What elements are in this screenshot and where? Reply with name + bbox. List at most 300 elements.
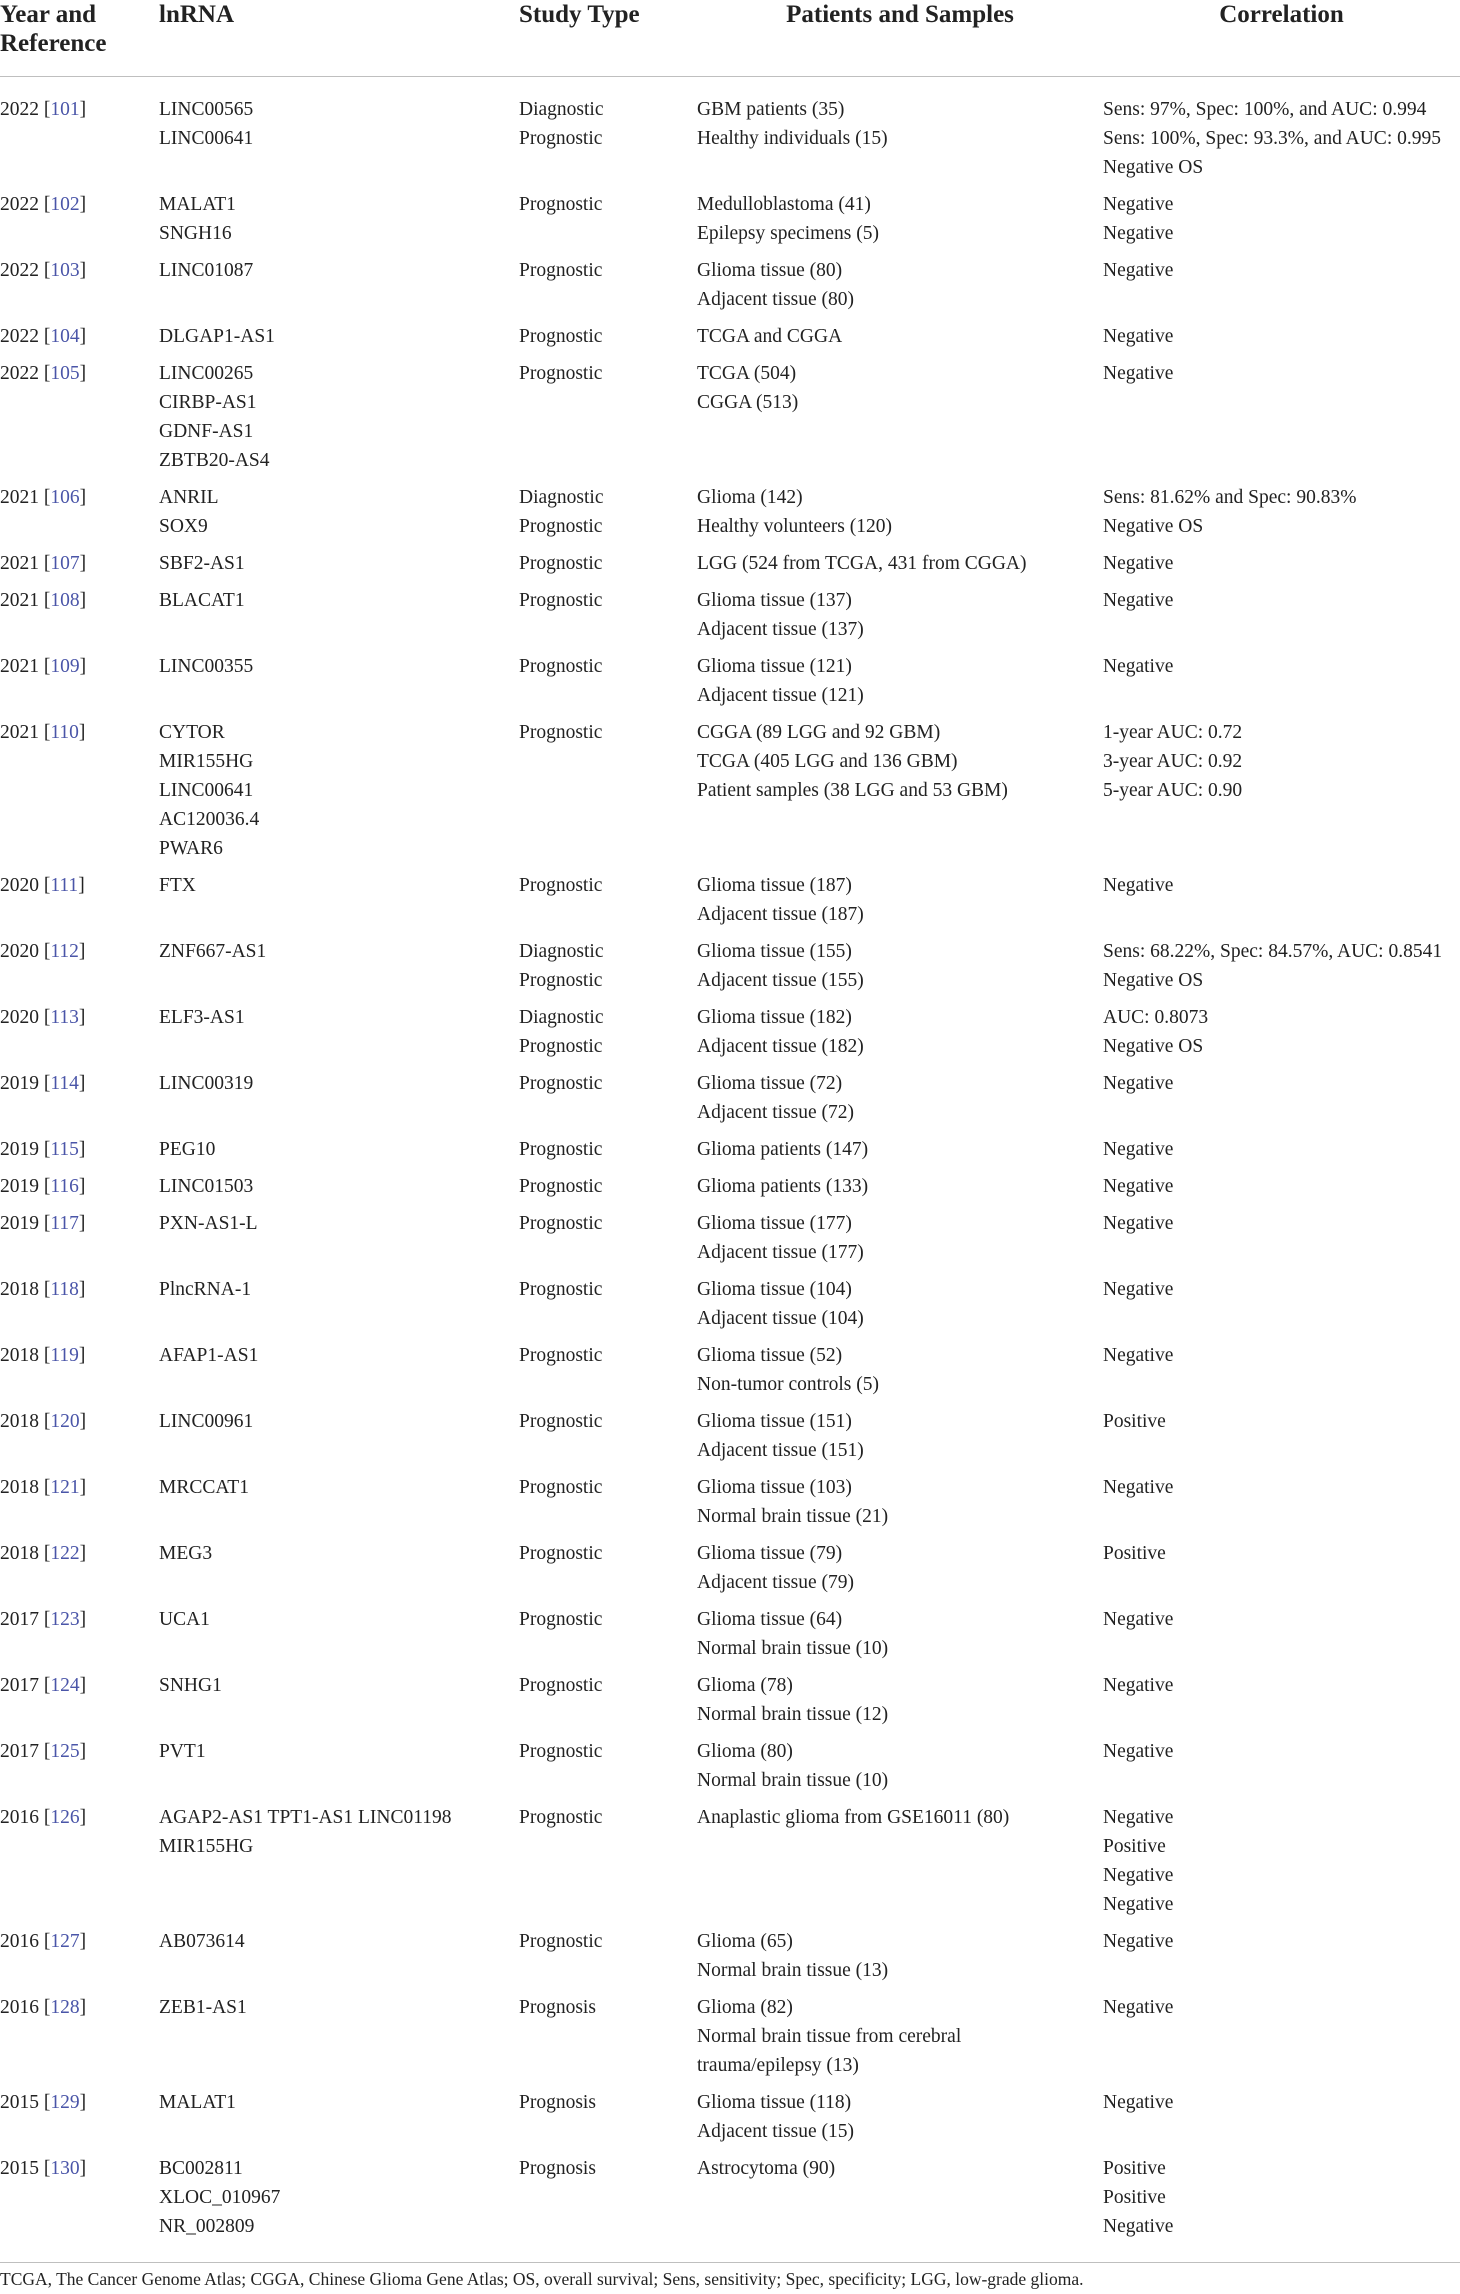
cell-correlation [1103, 1737, 1460, 1803]
cell-lncrna-line: SOX9 [159, 516, 208, 537]
cell-patients-samples [697, 1003, 1103, 1069]
cell-correlation [1103, 1341, 1460, 1407]
cell-correlation-line: Positive [1103, 1836, 1166, 1857]
cell-correlation-line: Negative [1103, 1279, 1174, 1300]
cell-lncrna [159, 1993, 519, 2088]
cell-patients-samples [697, 1803, 1103, 1927]
cell-study-type [519, 1737, 697, 1803]
cell-patients-samples [697, 586, 1103, 652]
reference-link[interactable]: 128 [50, 1997, 80, 2018]
cell-study-type [519, 322, 697, 359]
cell-correlation [1103, 359, 1460, 483]
cell-lncrna-line: LINC01503 [159, 1176, 254, 1197]
cell-patients-samples [697, 1473, 1103, 1539]
reference-link[interactable]: 120 [50, 1411, 80, 1432]
cell-patients-samples-line: trauma/epilepsy (13) [697, 2055, 859, 2076]
cell-correlation-line: 1-year AUC: 0.72 [1103, 722, 1243, 743]
cell-lncrna-line: MALAT1 [159, 194, 236, 215]
table-row [0, 586, 1460, 652]
cell-patients-samples-line: Normal brain tissue (12) [697, 1704, 889, 1725]
cell-patients-samples [697, 1407, 1103, 1473]
cell-correlation-line: Negative [1103, 1997, 1174, 2018]
cell-patients-samples [697, 1275, 1103, 1341]
cell-study-type-line: Prognostic [519, 516, 603, 537]
reference-link[interactable]: 107 [50, 553, 80, 574]
cell-correlation [1103, 652, 1460, 718]
cell-correlation-line: Negative [1103, 326, 1174, 347]
cell-study-type [519, 1993, 697, 2088]
cell-study-type-line: Prognostic [519, 1345, 603, 1366]
table-row [0, 1407, 1460, 1473]
cell-patients-samples-line: Adjacent tissue (177) [697, 1242, 864, 1263]
cell-patients-samples-line: Adjacent tissue (80) [697, 289, 855, 310]
table-row [0, 1605, 1460, 1671]
cell-patients-samples-line: Adjacent tissue (72) [697, 1102, 855, 1123]
cell-study-type [519, 1275, 697, 1341]
cell-study-type-line: Prognostic [519, 1073, 603, 1094]
cell-lncrna [159, 1341, 519, 1407]
reference-link[interactable]: 127 [50, 1931, 80, 1952]
year: 2021 [0, 487, 39, 508]
cell-year-reference: 2022 [104] [0, 326, 87, 347]
cell-lncrna-line: SNGH16 [159, 223, 232, 244]
cell-lncrna [159, 1407, 519, 1473]
cell-patients-samples-line: TCGA (504) [697, 363, 797, 384]
cell-correlation-line: Negative [1103, 1741, 1174, 1762]
table-row [0, 1671, 1460, 1737]
reference-link[interactable]: 108 [50, 590, 80, 611]
cell-correlation-line: Negative OS [1103, 1036, 1204, 1057]
header-lncrna: lnRNA [159, 0, 519, 77]
cell-patients-samples [697, 549, 1103, 586]
table-row [0, 1135, 1460, 1172]
cell-patients-samples [697, 1172, 1103, 1209]
cell-study-type-line: Diagnostic [519, 941, 604, 962]
cell-lncrna-line: BC002811 [159, 2158, 243, 2179]
cell-correlation [1103, 1671, 1460, 1737]
cell-patients-samples [697, 1671, 1103, 1737]
cell-patients-samples-line: Adjacent tissue (151) [697, 1440, 864, 1461]
reference-link[interactable]: 126 [50, 1807, 80, 1828]
cell-lncrna [159, 1927, 519, 1993]
cell-patients-samples-line: Adjacent tissue (15) [697, 2121, 855, 2142]
cell-study-type [519, 1671, 697, 1737]
cell-lncrna [159, 77, 519, 191]
cell-correlation [1103, 1069, 1460, 1135]
year: 2020 [0, 875, 39, 896]
cell-patients-samples [697, 2154, 1103, 2249]
cell-patients-samples-line: Glioma tissue (187) [697, 875, 852, 896]
cell-study-type-line: Prognostic [519, 970, 603, 991]
cell-patients-samples-line: Adjacent tissue (121) [697, 685, 864, 706]
cell-lncrna-line: LINC01087 [159, 260, 254, 281]
cell-correlation-line: 5-year AUC: 0.90 [1103, 780, 1243, 801]
cell-lncrna-line: LINC00641 [159, 128, 254, 149]
cell-patients-samples-line: Adjacent tissue (187) [697, 904, 864, 925]
cell-year-reference: 2019 [115] [0, 1139, 86, 1160]
cell-year-reference: 2021 [109] [0, 656, 87, 677]
year: 2020 [0, 1007, 39, 1028]
year: 2017 [0, 1741, 39, 1762]
table-row [0, 1172, 1460, 1209]
reference-link[interactable]: 118 [50, 1279, 79, 1300]
cell-study-type-line: Prognostic [519, 1279, 603, 1300]
cell-lncrna [159, 2154, 519, 2249]
cell-year-reference: 2021 [108] [0, 590, 87, 611]
cell-year-reference: 2021 [107] [0, 553, 87, 574]
cell-lncrna-line: LINC00641 [159, 780, 254, 801]
reference-link[interactable]: 119 [50, 1345, 79, 1366]
reference-link[interactable]: 116 [50, 1176, 79, 1197]
cell-study-type [519, 359, 697, 483]
cell-correlation-line: Positive [1103, 2158, 1166, 2179]
cell-patients-samples-line: Glioma (78) [697, 1675, 793, 1696]
year: 2021 [0, 722, 39, 743]
cell-study-type [519, 1172, 697, 1209]
year: 2021 [0, 590, 39, 611]
cell-lncrna-line: XLOC_010967 [159, 2187, 281, 2208]
cell-study-type [519, 77, 697, 191]
table-row [0, 871, 1460, 937]
year: 2016 [0, 1931, 39, 1952]
reference-link[interactable]: 129 [50, 2092, 80, 2113]
cell-patients-samples-line: Anaplastic glioma from GSE16011 (80) [697, 1807, 1010, 1828]
cell-patients-samples [697, 1341, 1103, 1407]
reference-link[interactable]: 104 [50, 326, 80, 347]
cell-lncrna-line: AFAP1-AS1 [159, 1345, 259, 1366]
cell-patients-samples-line: Adjacent tissue (137) [697, 619, 864, 640]
cell-year-reference: 2019 [114] [0, 1073, 86, 1094]
cell-year-reference: 2022 [101] [0, 99, 87, 120]
table-row [0, 2088, 1460, 2154]
cell-lncrna-line: AGAP2-AS1 TPT1-AS1 LINC01198 [159, 1807, 452, 1828]
cell-lncrna [159, 1209, 519, 1275]
cell-year-reference: 2016 [127] [0, 1931, 87, 1952]
cell-study-type-line: Prognostic [519, 1543, 603, 1564]
cell-lncrna-line: ZEB1-AS1 [159, 1997, 247, 2018]
table-row [0, 2154, 1460, 2249]
table-row [0, 190, 1460, 256]
cell-year-reference: 2019 [117] [0, 1213, 86, 1234]
cell-year-reference: 2022 [102] [0, 194, 87, 215]
cell-patients-samples-line: Glioma patients (147) [697, 1139, 869, 1160]
cell-correlation-line: Positive [1103, 1411, 1166, 1432]
cell-patients-samples-line: Glioma tissue (121) [697, 656, 852, 677]
cell-study-type [519, 1473, 697, 1539]
cell-study-type-line: Prognostic [519, 260, 603, 281]
table-row [0, 483, 1460, 549]
year: 2018 [0, 1411, 39, 1432]
reference-link[interactable]: 112 [50, 941, 79, 962]
cell-correlation-line: Negative [1103, 223, 1174, 244]
year: 2019 [0, 1073, 39, 1094]
table-row [0, 937, 1460, 1003]
reference-link[interactable]: 130 [50, 2158, 80, 2179]
cell-patients-samples-line: Glioma tissue (104) [697, 1279, 852, 1300]
cell-correlation [1103, 586, 1460, 652]
cell-year-reference: 2021 [106] [0, 487, 87, 508]
cell-correlation-line: Negative [1103, 1609, 1174, 1630]
reference-link[interactable]: 114 [50, 1073, 79, 1094]
reference-link[interactable]: 106 [50, 487, 80, 508]
year: 2022 [0, 363, 39, 384]
cell-correlation-line: Negative [1103, 875, 1174, 896]
cell-study-type-line: Prognostic [519, 128, 603, 149]
cell-patients-samples [697, 256, 1103, 322]
cell-lncrna-line: ZBTB20-AS4 [159, 450, 270, 471]
year: 2018 [0, 1345, 39, 1366]
cell-study-type [519, 1539, 697, 1605]
cell-patients-samples-line: Glioma tissue (137) [697, 590, 852, 611]
cell-patients-samples-line: TCGA and CGGA [697, 326, 843, 347]
table-row [0, 1275, 1460, 1341]
cell-patients-samples-line: Adjacent tissue (104) [697, 1308, 864, 1329]
cell-lncrna-line: PWAR6 [159, 838, 223, 859]
table-row [0, 652, 1460, 718]
cell-patients-samples-line: Glioma patients (133) [697, 1176, 869, 1197]
table-row [0, 1803, 1460, 1927]
cell-patients-samples-line: CGGA (513) [697, 392, 799, 413]
cell-lncrna-line: NR_002809 [159, 2216, 255, 2237]
cell-study-type-line: Prognostic [519, 1807, 603, 1828]
cell-lncrna [159, 322, 519, 359]
cell-study-type-line: Prognostic [519, 875, 603, 896]
cell-correlation [1103, 1407, 1460, 1473]
cell-patients-samples-line: Adjacent tissue (182) [697, 1036, 864, 1057]
year: 2017 [0, 1609, 39, 1630]
table-row [0, 359, 1460, 483]
reference-link[interactable]: 125 [50, 1741, 80, 1762]
cell-patients-samples-line: GBM patients (35) [697, 99, 845, 120]
year: 2019 [0, 1213, 39, 1234]
reference-link[interactable]: 122 [50, 1543, 80, 1564]
cell-patients-samples-line: TCGA (405 LGG and 136 GBM) [697, 751, 958, 772]
cell-correlation-line: Negative [1103, 553, 1174, 574]
cell-lncrna [159, 1803, 519, 1927]
cell-lncrna-line: ZNF667-AS1 [159, 941, 267, 962]
cell-lncrna [159, 2088, 519, 2154]
reference-link[interactable]: 110 [50, 722, 79, 743]
cell-correlation-line: Negative [1103, 1345, 1174, 1366]
cell-lncrna [159, 483, 519, 549]
cell-study-type [519, 718, 697, 871]
cell-patients-samples [697, 1209, 1103, 1275]
cell-correlation [1103, 871, 1460, 937]
cell-year-reference: 2016 [126] [0, 1807, 87, 1828]
reference-link[interactable]: 103 [50, 260, 80, 281]
cell-study-type-line: Prognostic [519, 194, 603, 215]
cell-lncrna-line: MRCCAT1 [159, 1477, 249, 1498]
cell-correlation [1103, 1209, 1460, 1275]
cell-correlation [1103, 1803, 1460, 1927]
cell-correlation [1103, 1003, 1460, 1069]
cell-study-type [519, 2154, 697, 2249]
cell-patients-samples-line: Glioma tissue (151) [697, 1411, 852, 1432]
cell-study-type-line: Diagnostic [519, 1007, 604, 1028]
reference-link[interactable]: 109 [50, 656, 80, 677]
cell-study-type [519, 190, 697, 256]
cell-patients-samples-line: Patient samples (38 LGG and 53 GBM) [697, 780, 1008, 801]
cell-correlation-line: Sens: 81.62% and Spec: 90.83% [1103, 487, 1357, 508]
cell-patients-samples [697, 2088, 1103, 2154]
cell-correlation [1103, 1539, 1460, 1605]
cell-patients-samples-line: Adjacent tissue (79) [697, 1572, 855, 1593]
cell-correlation-line: Negative [1103, 656, 1174, 677]
table-row [0, 1003, 1460, 1069]
cell-patients-samples [697, 1605, 1103, 1671]
year: 2017 [0, 1675, 39, 1696]
reference-link[interactable]: 117 [50, 1213, 79, 1234]
cell-correlation-line: 3-year AUC: 0.92 [1103, 751, 1243, 772]
cell-lncrna-line: FTX [159, 875, 196, 896]
cell-lncrna [159, 1473, 519, 1539]
cell-patients-samples-line: Glioma tissue (79) [697, 1543, 843, 1564]
cell-year-reference: 2021 [110] [0, 722, 86, 743]
cell-patients-samples [697, 322, 1103, 359]
table-footnote: TCGA, The Cancer Genome Atlas; CGGA, Chinese Glioma Gene Atlas; OS, overall survival; Sens, sensitivity; Spec, specificity; LGG, low-grade glioma. [0, 2269, 1084, 2289]
cell-study-type [519, 1209, 697, 1275]
cell-patients-samples-line: Medulloblastoma (41) [697, 194, 871, 215]
cell-lncrna [159, 1671, 519, 1737]
cell-patients-samples [697, 1135, 1103, 1172]
reference-link[interactable]: 105 [50, 363, 80, 384]
cell-study-type [519, 1341, 697, 1407]
reference-link[interactable]: 111 [50, 875, 79, 896]
cell-patients-samples-line: Normal brain tissue (10) [697, 1770, 889, 1791]
cell-study-type [519, 483, 697, 549]
footnote-divider [0, 2262, 1460, 2263]
cell-lncrna-line: MALAT1 [159, 2092, 236, 2113]
cell-correlation [1103, 1473, 1460, 1539]
year: 2019 [0, 1176, 39, 1197]
cell-study-type [519, 586, 697, 652]
cell-correlation-line: Sens: 97%, Spec: 100%, and AUC: 0.994 [1103, 99, 1427, 120]
cell-patients-samples [697, 1993, 1103, 2088]
cell-year-reference: 2017 [124] [0, 1675, 87, 1696]
cell-year-reference: 2022 [103] [0, 260, 87, 281]
cell-patients-samples-line: Normal brain tissue (10) [697, 1638, 889, 1659]
cell-patients-samples-line: Healthy volunteers (120) [697, 516, 892, 537]
cell-study-type-line: Prognostic [519, 1675, 603, 1696]
cell-correlation [1103, 1993, 1460, 2088]
cell-correlation-line: Negative [1103, 1073, 1174, 1094]
cell-correlation [1103, 1275, 1460, 1341]
cell-correlation [1103, 256, 1460, 322]
cell-lncrna-line: LINC00565 [159, 99, 254, 120]
cell-patients-samples [697, 1927, 1103, 1993]
year: 2022 [0, 194, 39, 215]
cell-lncrna-line: LINC00961 [159, 1411, 254, 1432]
cell-lncrna-line: LINC00319 [159, 1073, 254, 1094]
cell-lncrna-line: MIR155HG [159, 1836, 254, 1857]
year: 2018 [0, 1279, 39, 1300]
cell-study-type-line: Prognostic [519, 1176, 603, 1197]
cell-correlation [1103, 2088, 1460, 2154]
year: 2016 [0, 1997, 39, 2018]
cell-correlation-line: Negative [1103, 363, 1174, 384]
table-row [0, 322, 1460, 359]
header-correlation: Correlation [1103, 0, 1460, 77]
cell-correlation-line: Negative [1103, 1213, 1174, 1234]
cell-study-type-line: Prognostic [519, 1741, 603, 1762]
table-row [0, 1473, 1460, 1539]
cell-lncrna [159, 718, 519, 871]
header-study-type: Study Type [519, 0, 697, 77]
cell-year-reference: 2019 [116] [0, 1176, 86, 1197]
cell-lncrna-line: CIRBP-AS1 [159, 392, 257, 413]
cell-correlation [1103, 77, 1460, 191]
cell-study-type [519, 1605, 697, 1671]
cell-patients-samples [697, 359, 1103, 483]
cell-patients-samples-line: Normal brain tissue (13) [697, 1960, 889, 1981]
cell-patients-samples-line: Glioma (80) [697, 1741, 793, 1762]
cell-study-type [519, 652, 697, 718]
reference-link[interactable]: 113 [50, 1007, 79, 1028]
cell-correlation [1103, 2154, 1460, 2249]
cell-study-type [519, 871, 697, 937]
cell-study-type-line: Diagnostic [519, 99, 604, 120]
cell-study-type [519, 1803, 697, 1927]
cell-correlation [1103, 1135, 1460, 1172]
cell-patients-samples-line: Glioma tissue (155) [697, 941, 852, 962]
cell-correlation-line: Negative [1103, 1675, 1174, 1696]
cell-lncrna [159, 652, 519, 718]
cell-year-reference: 2016 [128] [0, 1997, 87, 2018]
cell-year-reference: 2015 [130] [0, 2158, 87, 2179]
cell-lncrna-line: LINC00355 [159, 656, 254, 677]
cell-year-reference: 2018 [120] [0, 1411, 87, 1432]
table-header-row [0, 0, 1460, 77]
header-year-reference: Year and Reference [0, 0, 159, 77]
cell-study-type [519, 1135, 697, 1172]
cell-lncrna-line: ANRIL [159, 487, 219, 508]
cell-correlation [1103, 1605, 1460, 1671]
cell-patients-samples [697, 1737, 1103, 1803]
reference-link[interactable]: 102 [50, 194, 80, 215]
reference-link[interactable]: 123 [50, 1609, 80, 1630]
year: 2021 [0, 656, 39, 677]
cell-lncrna [159, 1275, 519, 1341]
cell-correlation-line: Sens: 68.22%, Spec: 84.57%, AUC: 0.8541 [1103, 941, 1443, 962]
cell-patients-samples [697, 871, 1103, 937]
cell-lncrna [159, 1069, 519, 1135]
reference-link[interactable]: 115 [50, 1139, 79, 1160]
cell-study-type-line: Prognostic [519, 326, 603, 347]
cell-correlation [1103, 937, 1460, 1003]
year: 2018 [0, 1543, 39, 1564]
cell-lncrna-line: SNHG1 [159, 1675, 222, 1696]
cell-correlation [1103, 1927, 1460, 1993]
year: 2018 [0, 1477, 39, 1498]
reference-link[interactable]: 101 [50, 99, 80, 120]
cell-study-type-line: Prognostic [519, 1931, 603, 1952]
reference-link[interactable]: 124 [50, 1675, 80, 1696]
cell-lncrna [159, 1135, 519, 1172]
cell-correlation [1103, 322, 1460, 359]
cell-patients-samples-line: CGGA (89 LGG and 92 GBM) [697, 722, 941, 743]
cell-correlation-line: Negative [1103, 260, 1174, 281]
cell-study-type [519, 1069, 697, 1135]
table-row [0, 1927, 1460, 1993]
cell-lncrna-line: CYTOR [159, 722, 225, 743]
cell-lncrna-line: ELF3-AS1 [159, 1007, 245, 1028]
cell-patients-samples-line: Glioma (65) [697, 1931, 793, 1952]
cell-lncrna-line: AC120036.4 [159, 809, 260, 830]
cell-lncrna [159, 1539, 519, 1605]
cell-patients-samples-line: Glioma tissue (80) [697, 260, 843, 281]
reference-link[interactable]: 121 [50, 1477, 80, 1498]
cell-correlation [1103, 1172, 1460, 1209]
